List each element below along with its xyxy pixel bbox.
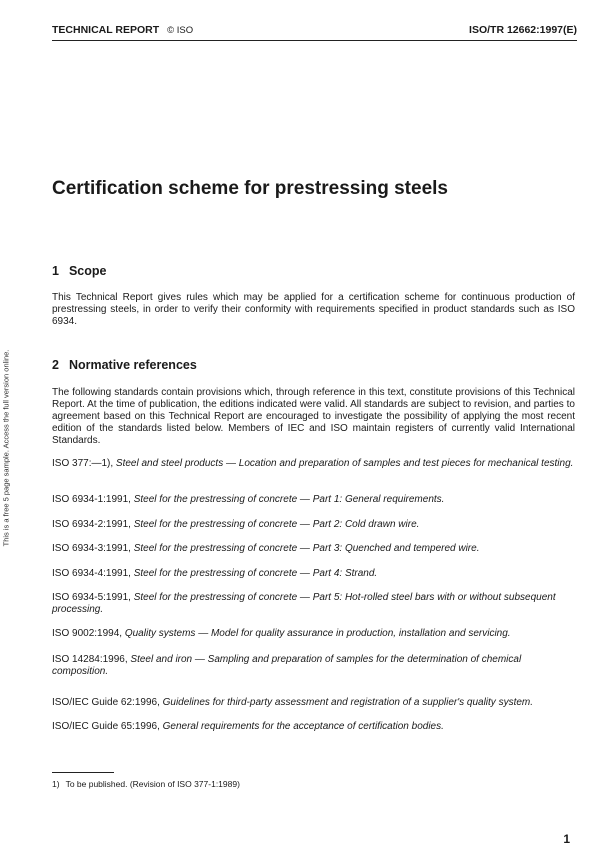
reference-code: ISO 6934-3:1991,: [52, 543, 131, 554]
footnote: [52, 779, 240, 789]
reference-title: Steel and steel products — Location and preparation of samples and test pieces for mechanical testing.: [115, 458, 574, 469]
reference-code: ISO 14284:1996,: [52, 654, 128, 665]
footnote-text: To be published. (Revision of ISO 377-1:1989): [65, 779, 240, 789]
header-divider: [52, 40, 577, 41]
section-title: Normative references: [68, 358, 197, 372]
reference-code: ISO 377:—1),: [52, 458, 114, 469]
normative-intro-paragraph: The following standards contain provisions which, through reference in this text, constitute provisions of this Technical Report. At the time of publication, the editions indicated were valid. All standards are subject to revision, and parties to agreement based on this Technical Report are encouraged to investigate the possibility of applying the most recent edition of the standards listed below. Members of IEC and ISO maintain registers of currently valid International Standards.: [52, 387, 575, 446]
header-copyright: © ISO: [167, 25, 194, 36]
reference-title: Quality systems — Model for quality assurance in production, installation and servicing.: [124, 628, 511, 639]
reference-title: Steel for the prestressing of concrete — Part 4: Strand.: [133, 568, 378, 579]
reference-item: [52, 697, 575, 709]
reference-code: ISO 9002:1994,: [52, 628, 123, 639]
reference-item: [52, 543, 575, 555]
scope-paragraph: This Technical Report gives rules which may be applied for a certification scheme for continuous production of prestressing steels, in order to verify their conformity with requirements specified in product standards such as ISO 6934.: [52, 292, 575, 327]
reference-item: [52, 519, 575, 531]
reference-item: [52, 628, 575, 640]
reference-title: General requirements for the acceptance of certification bodies.: [162, 721, 444, 732]
footnote-mark: 1): [52, 779, 60, 789]
reference-item: [52, 494, 575, 506]
sample-notice-margin: [0, 0, 12, 860]
reference-title: Steel for the prestressing of concrete — Part 5: Hot-rolled steel bars with or without subsequent processing.: [52, 592, 556, 615]
reference-code: ISO/IEC Guide 65:1996,: [52, 721, 160, 732]
header-report-type: TECHNICAL REPORT: [52, 24, 160, 36]
section-number: 2: [52, 358, 59, 372]
reference-item: [52, 458, 575, 470]
reference-title: Steel for the prestressing of concrete — Part 2: Cold drawn wire.: [133, 519, 420, 530]
running-header: [52, 24, 577, 36]
reference-code: ISO/IEC Guide 62:1996,: [52, 697, 160, 708]
reference-item: [52, 592, 575, 616]
reference-title: Steel for the prestressing of concrete — Part 1: General requirements.: [133, 494, 445, 505]
section-number: 1: [52, 264, 59, 278]
reference-title: Steel and iron — Sampling and preparation of samples for the determination of chemical composition.: [52, 654, 522, 677]
header-left: [52, 24, 193, 36]
section-title: Scope: [68, 264, 107, 278]
header-document-id: ISO/TR 12662:1997(E): [469, 24, 577, 36]
reference-item: [52, 654, 575, 678]
sample-notice-text: This is a free 5 page sample. Access the full version online.: [1, 349, 11, 547]
document-title: Certification scheme for prestressing steels: [52, 178, 448, 199]
reference-code: ISO 6934-4:1991,: [52, 568, 131, 579]
reference-item: [52, 721, 575, 733]
reference-title: Steel for the prestressing of concrete — Part 3: Quenched and tempered wire.: [133, 543, 480, 554]
section-heading-scope: [52, 264, 577, 278]
reference-item: [52, 568, 575, 580]
reference-title: Guidelines for third-party assessment and registration of a supplier's quality system.: [162, 697, 534, 708]
reference-code: ISO 6934-2:1991,: [52, 519, 131, 530]
reference-code: ISO 6934-1:1991,: [52, 494, 131, 505]
footnote-divider: [52, 772, 114, 773]
reference-code: ISO 6934-5:1991,: [52, 592, 131, 603]
section-heading-normative-references: [52, 358, 577, 372]
page-number: 1: [563, 832, 570, 846]
